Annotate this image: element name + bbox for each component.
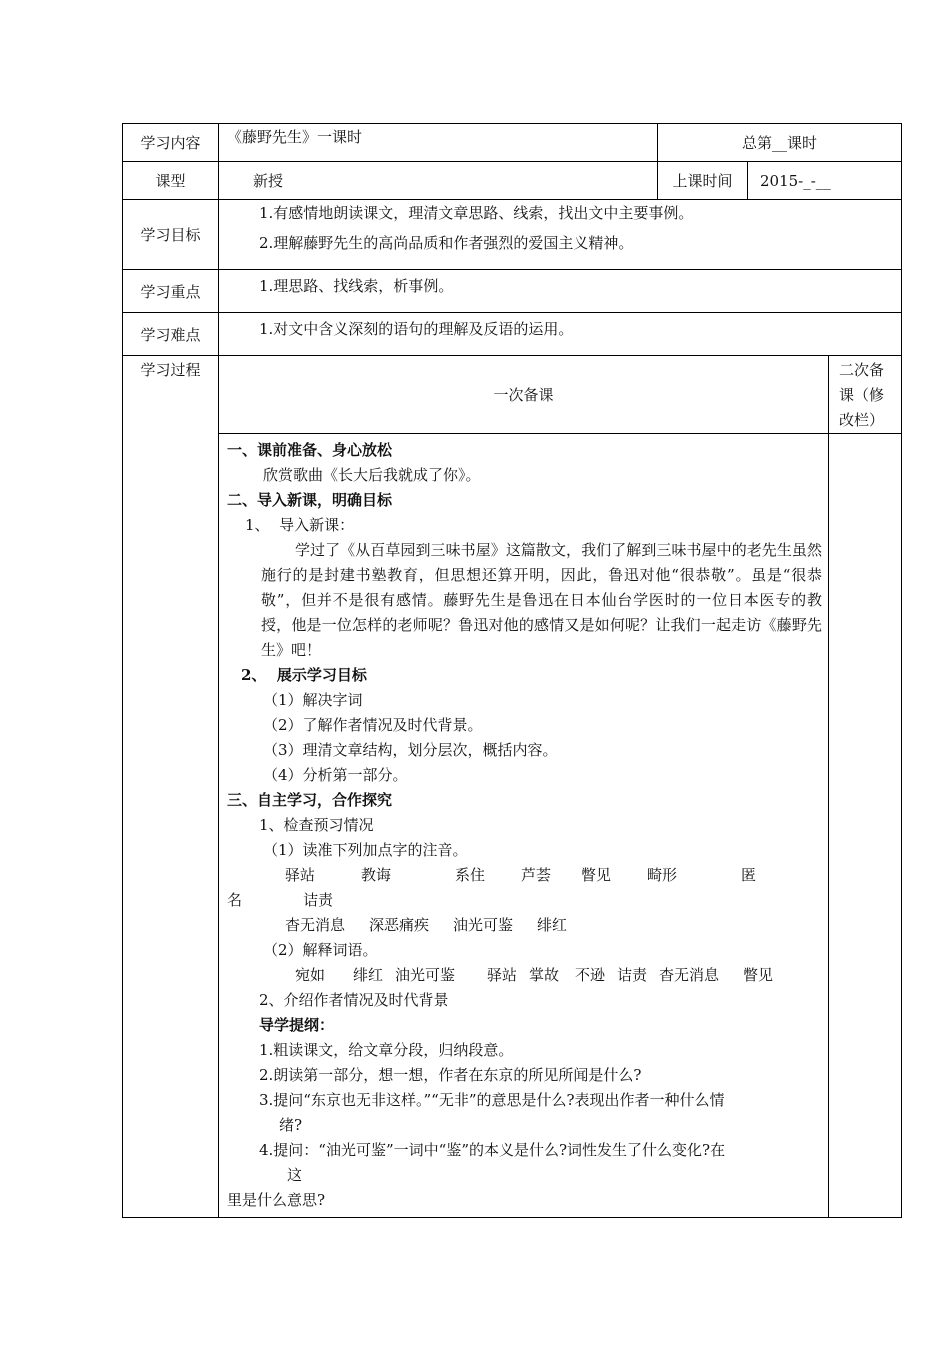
second-prep-line: 二次备 <box>839 361 885 379</box>
pronunciation-words-row-1 <box>227 863 822 888</box>
content-value: 《藤野先生》一课时 <box>219 124 658 162</box>
section-2-2-title: 2、 展示学习目标 <box>241 666 367 684</box>
word: 教诲 <box>361 866 392 884</box>
second-prep-line: 课（修 <box>839 386 885 404</box>
section-3-1: 1、检查预习情况 <box>259 816 374 834</box>
guide-item: 3.提问“东京也无非这样。”“无非”的意思是什么?表现出作者一种什么情 <box>259 1091 725 1109</box>
pronunciation-words-row-2 <box>227 913 822 938</box>
focus-content: 1.理思路、找线索，析事例。 <box>219 270 902 313</box>
goals-label: 学习目标 <box>123 200 219 270</box>
process-label: 学习过程 <box>123 356 219 1218</box>
guide-title: 导学提纲： <box>259 1016 335 1034</box>
section-2-title: 二、导入新课，明确目标 <box>227 491 393 509</box>
word: 芦荟 <box>521 866 552 884</box>
word: 瞥见 <box>581 866 612 884</box>
word: 绯红 <box>537 916 568 934</box>
guide-item: 这 <box>287 1166 303 1184</box>
section-3-title: 三、自主学习，合作探究 <box>227 791 393 809</box>
section-3-1-2: （2）解释词语。 <box>263 941 378 959</box>
word: 系住 <box>455 866 486 884</box>
section-3-2: 2、介绍作者情况及时代背景 <box>259 991 449 1009</box>
section-1-text: 欣赏歌曲《长大后我就成了你》。 <box>263 466 481 484</box>
goal-item: 2.理解藤野先生的高尚品质和作者强烈的爱国主义精神。 <box>259 234 634 252</box>
pronunciation-words-row-1b <box>227 888 822 913</box>
second-prep-body[interactable] <box>829 434 902 1218</box>
word: 掌故 <box>529 966 560 984</box>
section-3-1-1: （1）读准下列加点字的注音。 <box>263 841 468 859</box>
word: 诘责 <box>303 891 334 909</box>
content-label: 学习内容 <box>123 124 219 162</box>
first-prep-header: 一次备课 <box>219 356 829 434</box>
word: 杳无消息 <box>285 916 346 934</box>
word: 驿站 <box>487 966 518 984</box>
word: 油光可鉴 <box>395 966 456 984</box>
section-1-title: 一、课前准备、身心放松 <box>227 441 393 459</box>
explain-words-row <box>227 963 822 988</box>
word: 绯红 <box>353 966 384 984</box>
word: 诘责 <box>617 966 648 984</box>
focus-label: 学习重点 <box>123 270 219 313</box>
intro-paragraph: 学过了《从百草园到三味书屋》这篇散文，我们了解到三味书屋中的老先生虽然施行的是封建书塾教育，但思想还算开明，因此，鲁迅对他“很恭敬”。虽是“很恭敬”，但并不是很有感情。藤野先生是鲁迅在日本仙台学医时的一位日本医专的教授，他是一位怎样的老师呢？鲁迅对他的感情又是如何呢？让我们一起走访《藤野先生》吧！ <box>261 541 822 659</box>
guide-item: 2.朗读第一部分，想一想，作者在东京的所见所闻是什么? <box>259 1066 642 1084</box>
word: 名 <box>227 891 243 909</box>
goal-item: 1.有感情地朗读课文，理清文章思路、线索，找出文中主要事例。 <box>259 204 694 222</box>
goal-list-item: （4）分析第一部分。 <box>263 766 408 784</box>
word: 瞥见 <box>743 966 774 984</box>
time-value: 2015-_-__ <box>748 162 902 200</box>
lesson-plan-table <box>122 123 902 1218</box>
word: 宛如 <box>295 966 326 984</box>
word: 驿站 <box>285 866 316 884</box>
goal-list-item: （3）理清文章结构，划分层次，概括内容。 <box>263 741 558 759</box>
first-prep-body <box>219 434 829 1218</box>
word: 畸形 <box>647 866 678 884</box>
word: 杳无消息 <box>659 966 720 984</box>
word: 深恶痛疾 <box>369 916 430 934</box>
word: 不逊 <box>575 966 606 984</box>
section-2-1-title: 1、 导入新课： <box>245 516 355 534</box>
total-lesson-count: 总第__课时 <box>658 124 902 162</box>
type-label: 课型 <box>123 162 219 200</box>
goals-content <box>219 200 902 270</box>
goal-list-item: （2）了解作者情况及时代背景。 <box>263 716 483 734</box>
difficulty-label: 学习难点 <box>123 313 219 356</box>
guide-item: 里是什么意思? <box>227 1191 326 1209</box>
word: 匿 <box>741 866 757 884</box>
type-value: 新授 <box>219 162 658 200</box>
word: 油光可鉴 <box>453 916 514 934</box>
guide-item: 1.粗读课文，给文章分段，归纳段意。 <box>259 1041 514 1059</box>
time-label: 上课时间 <box>658 162 748 200</box>
difficulty-content: 1.对文中含义深刻的语句的理解及反语的运用。 <box>219 313 902 356</box>
second-prep-header <box>829 356 902 434</box>
guide-item: 4.提问：“油光可鉴”一词中“鉴”的本义是什么?词性发生了什么变化?在 <box>259 1141 726 1159</box>
second-prep-line: 改栏） <box>839 411 885 429</box>
goal-list-item: （1）解决字词 <box>263 691 363 709</box>
guide-item: 绪? <box>279 1116 303 1134</box>
